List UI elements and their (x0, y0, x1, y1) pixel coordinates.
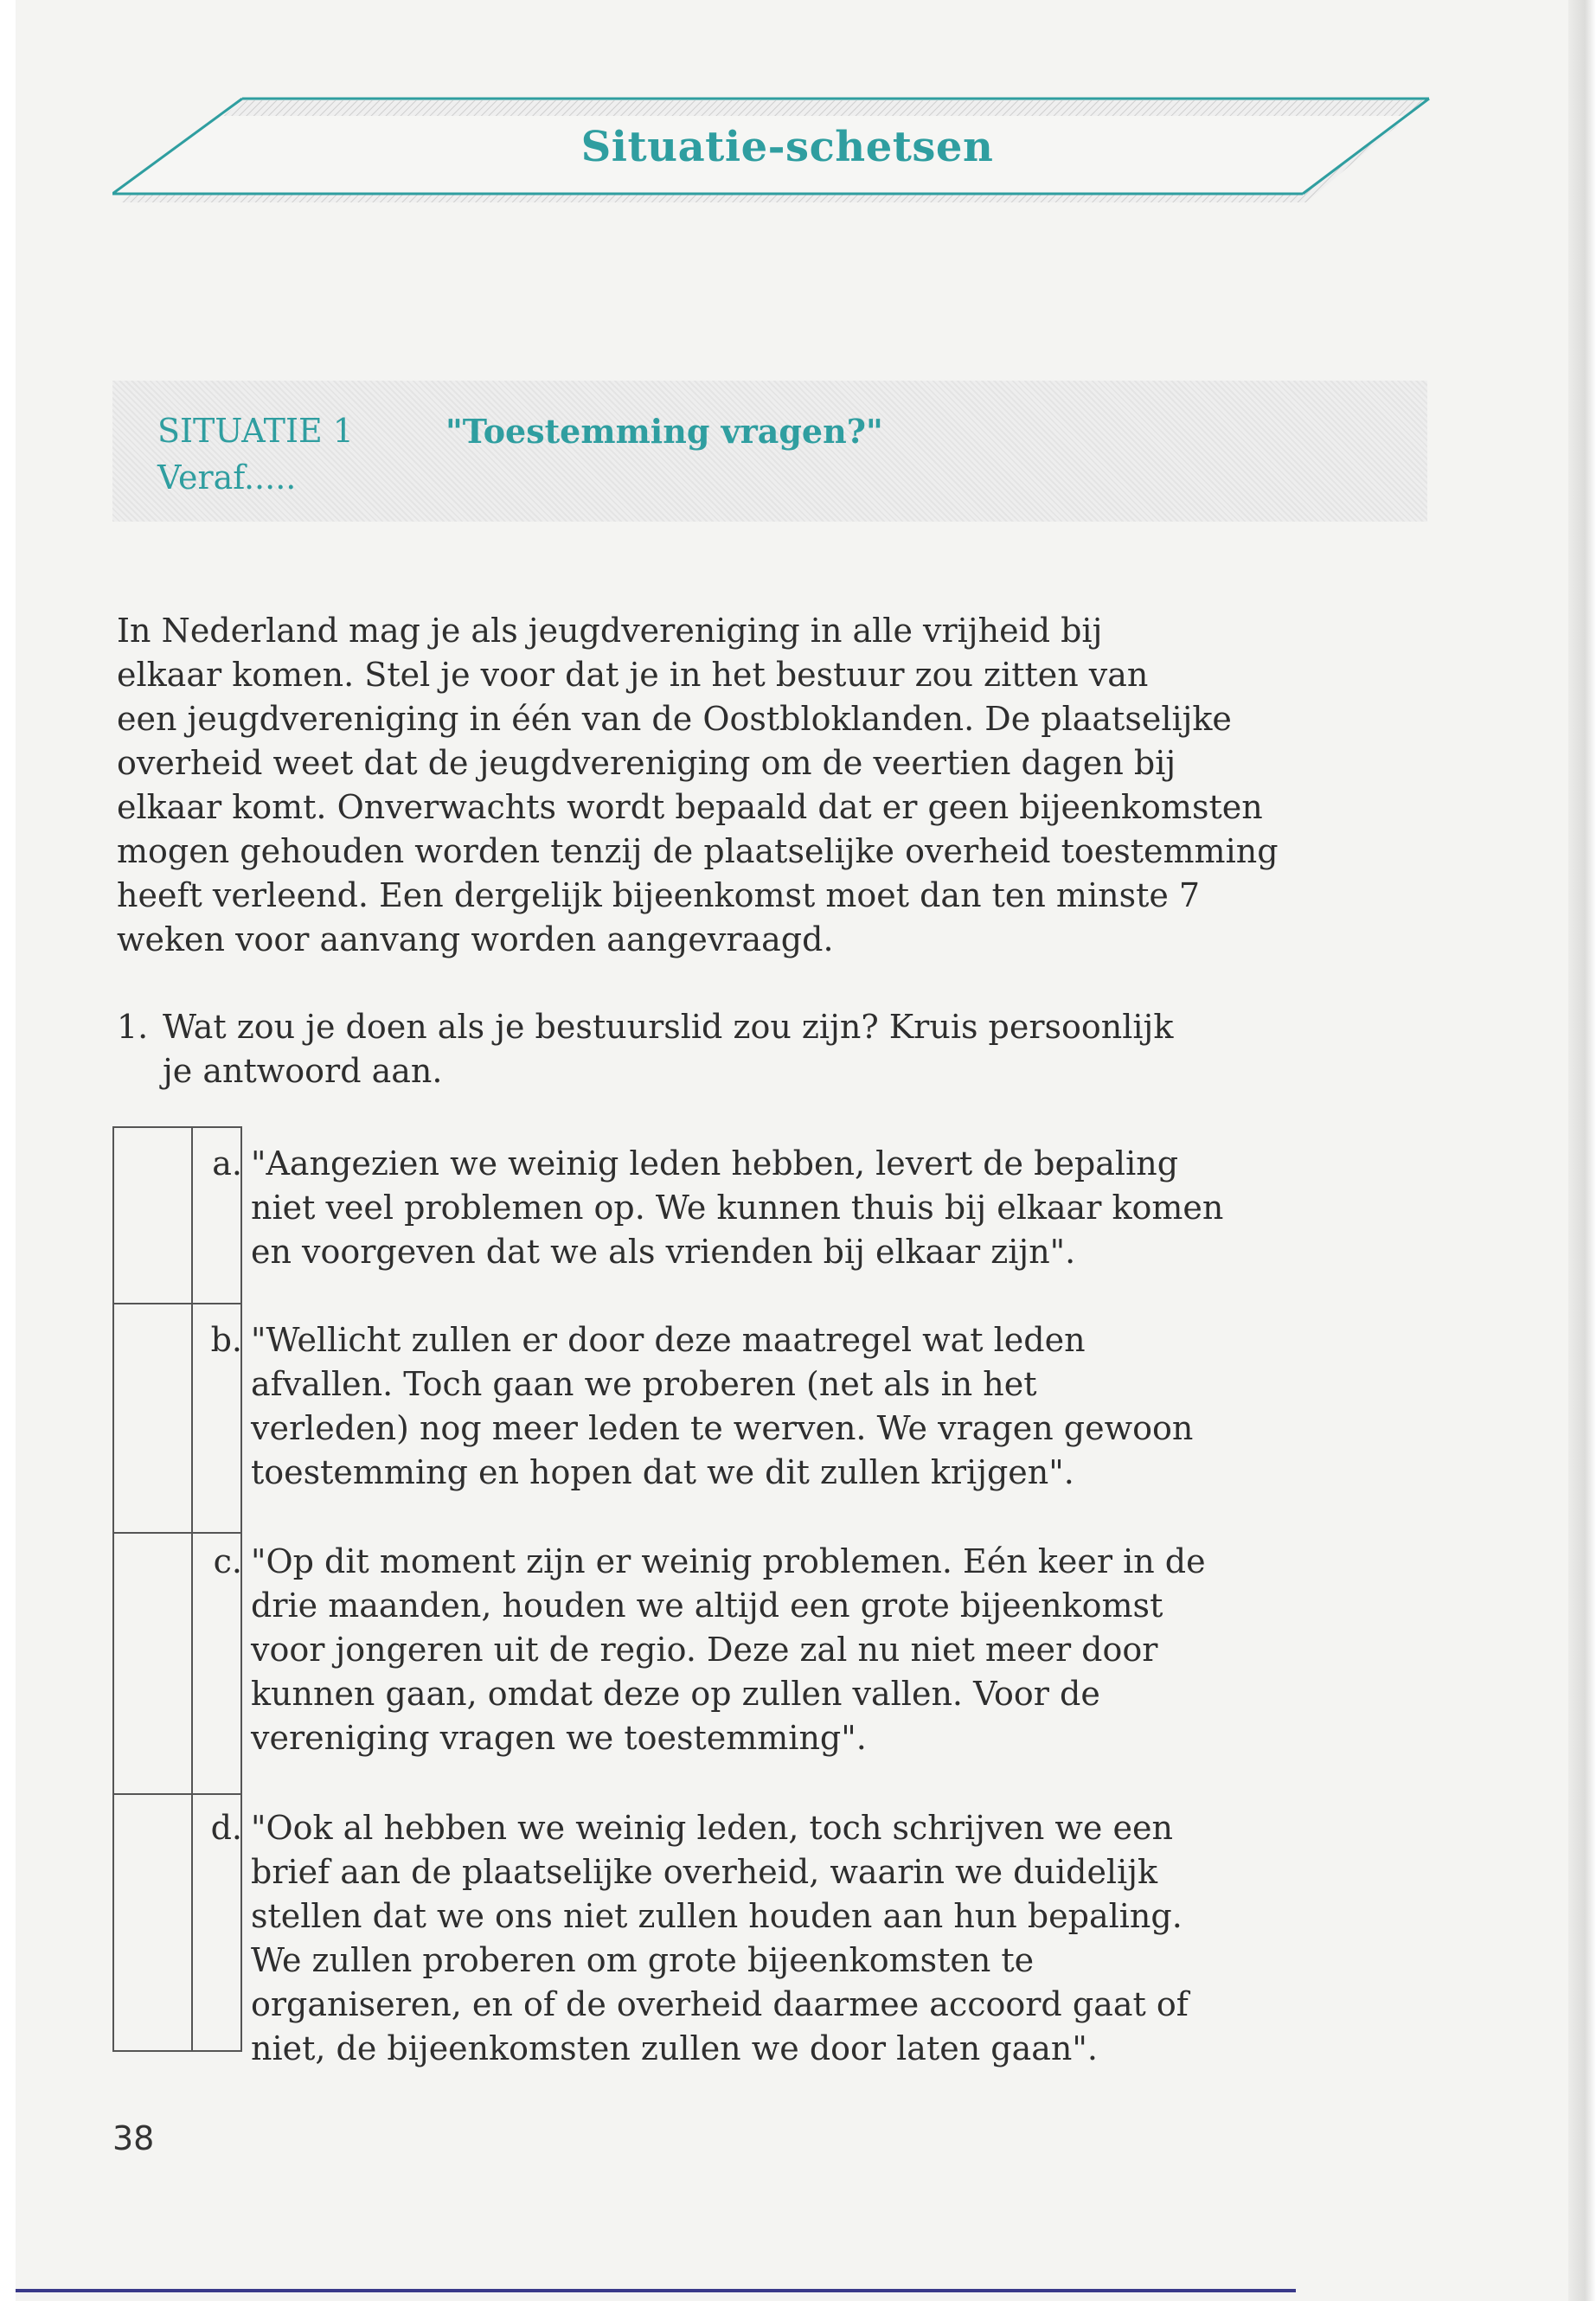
question-number: 1. (117, 1008, 149, 1046)
option-d-letter: d. (210, 1809, 242, 1847)
intro-paragraph: In Nederland mag je als jeugdvereniging in alle vrijheid bij elkaar komen. Stel je voor dat je in het bestuur zou zitten van een jeugdvereniging in één van de Oostbloklanden. De plaatselijke overheid weet dat de jeugdvereniging om de veertien dagen bij elkaar komt. Onverwachts wordt bepaald dat er geen bijeenkomsten mogen gehouden worden tenzij de plaatselijke overheid toestemming heeft verleend. Een dergelijk bijeenkomst moet dan ten minste 7 weken voor aanvang worden aangevraagd. (117, 612, 1279, 958)
bottom-rule (16, 2289, 1296, 2292)
situation-subtitle: Veraf..... (157, 458, 297, 497)
page-number: 38 (112, 2119, 155, 2157)
option-d-checkbox[interactable] (114, 1795, 194, 2051)
page-title: Situatie-schetsen (580, 123, 994, 171)
option-a-text: "Aangezien we weinig leden hebben, levert de bepaling niet veel problemen op. We kunnen thuis bij elkaar komen en voorgeven dat we als vrienden bij elkaar zijn". (251, 1144, 1224, 1271)
situation-label: SITUATIE 1 (157, 412, 354, 450)
option-b-text: "Wellicht zullen er door deze maatregel wat leden afvallen. Toch gaan we proberen (net als in het verleden) nog meer leden te werven. We vragen gewoon toestemming en hopen dat we dit zullen krijgen". (251, 1321, 1194, 1491)
page-edge (1568, 0, 1596, 2301)
situation-header (112, 381, 1427, 522)
option-c-checkbox[interactable] (114, 1534, 194, 1793)
option-c-letter: c. (213, 1542, 242, 1580)
option-b-letter: b. (210, 1321, 242, 1359)
option-a-letter: a. (212, 1144, 242, 1183)
question-text: Wat zou je doen als je bestuurslid zou zijn? Kruis persoonlijk je antwoord aan. (163, 1008, 1174, 1090)
header-banner (112, 95, 1462, 212)
option-c-text: "Op dit moment zijn er weinig problemen. Eén keer in de drie maanden, houden we altijd een grote bijeenkomst voor jongeren uit de regio. Deze zal nu niet meer door kunnen gaan, omdat deze op zullen vallen. Voor de vereniging vragen we toestemming". (251, 1542, 1206, 1757)
option-d-text: "Ook al hebben we weinig leden, toch schrijven we een brief aan de plaatselijke overheid, waarin we duidelijk stellen dat we ons niet zullen houden aan hun bepaling. We zullen proberen om grote bijeenkomsten te organiseren, en of de overheid daarmee accoord gaat of niet, de bijeenkomsten zullen we door laten gaan". (251, 1809, 1189, 2067)
option-a-checkbox[interactable] (114, 1128, 194, 1303)
option-b-checkbox[interactable] (114, 1304, 194, 1533)
situation-title: "Toestemming vragen?" (445, 412, 883, 451)
